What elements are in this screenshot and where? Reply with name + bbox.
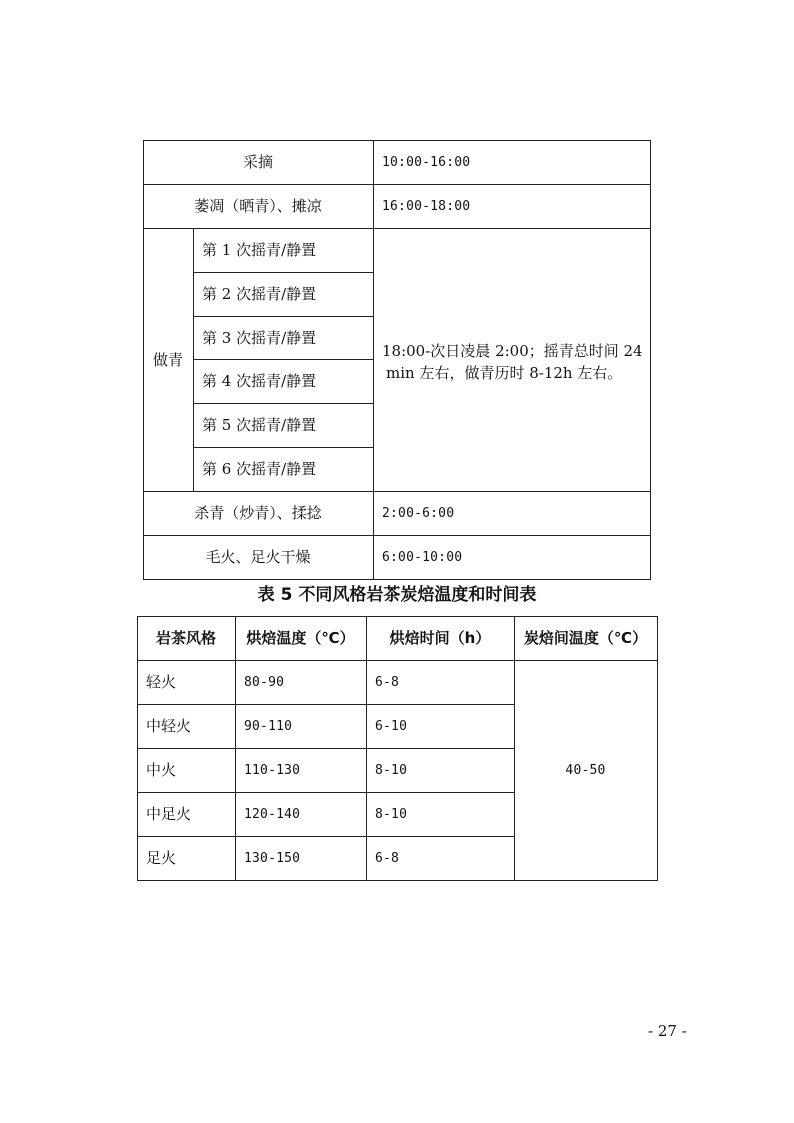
table-border-line	[193, 228, 194, 492]
style-cell: 中轻火	[146, 717, 192, 735]
table-border-line	[137, 880, 658, 881]
time-cell: 10:00-16:00	[382, 155, 471, 170]
column-header: 炭焙间温度（℃）	[523, 629, 648, 647]
hours-cell: 8-10	[375, 807, 408, 822]
column-header: 岩茶风格	[155, 629, 216, 647]
table-border-line	[193, 403, 373, 404]
substep-cell: 第 3 次摇青/静置	[202, 329, 317, 347]
step-cell: 采摘	[242, 153, 273, 171]
table-border-line	[143, 491, 651, 492]
substep-cell: 第 2 次摇青/静置	[202, 285, 317, 303]
step-cell: 杀青（炒青）、揉捻	[194, 504, 322, 522]
column-header: 烘焙时间（h）	[389, 629, 491, 647]
temp-cell: 120-140	[244, 807, 301, 822]
table-border-line	[143, 140, 651, 141]
table-border-line	[137, 616, 658, 617]
zuoqing-time-line2: min 左右，做青历时 8-12h 左右。	[386, 364, 623, 382]
time-cell: 2:00-6:00	[382, 506, 455, 521]
step-cell: 萎凋（晒青）、摊凉	[194, 197, 322, 215]
substep-cell: 第 6 次摇青/静置	[202, 460, 317, 478]
hours-cell: 8-10	[375, 763, 408, 778]
time-cell: 6:00-10:00	[382, 550, 463, 565]
hours-cell: 6-8	[375, 851, 400, 866]
table-border-line	[366, 616, 367, 881]
table-border-line	[143, 184, 651, 185]
table-border-line	[137, 748, 515, 749]
temp-cell: 130-150	[244, 851, 301, 866]
style-cell: 轻火	[146, 673, 177, 691]
hours-cell: 6-10	[375, 719, 408, 734]
table-border-line	[137, 836, 515, 837]
table-border-line	[650, 140, 651, 580]
table-border-line	[514, 616, 515, 881]
style-cell: 中足火	[146, 805, 192, 823]
table-border-line	[137, 616, 138, 881]
table-border-line	[193, 447, 373, 448]
page-number: - 27 -	[648, 1022, 687, 1040]
table-border-line	[193, 272, 373, 273]
hours-cell: 6-8	[375, 675, 400, 690]
table-border-line	[137, 660, 658, 661]
time-cell: 16:00-18:00	[382, 199, 471, 214]
column-header: 烘焙温度（℃）	[246, 629, 355, 647]
zuoqing-time-line1: 18:00-次日凌晨 2:00；摇青总时间 24	[382, 342, 643, 360]
table-border-line	[137, 704, 515, 705]
table-border-line	[193, 359, 373, 360]
substep-cell: 第 1 次摇青/静置	[202, 241, 317, 259]
table-border-line	[137, 792, 515, 793]
table-border-line	[143, 228, 651, 229]
style-cell: 足火	[146, 849, 177, 867]
substep-cell: 第 5 次摇青/静置	[202, 416, 317, 434]
step-cell: 毛火、足火干燥	[205, 548, 311, 566]
temp-cell: 80-90	[244, 675, 285, 690]
room-temp-cell: 40-50	[565, 763, 606, 778]
table-border-line	[373, 140, 374, 580]
table-border-line	[657, 616, 658, 881]
table-caption: 表 5 不同风格岩茶炭焙温度和时间表	[257, 585, 537, 605]
table-border-line	[143, 535, 651, 536]
zuoqing-label: 做青	[153, 351, 184, 369]
substep-cell: 第 4 次摇青/静置	[202, 372, 317, 390]
temp-cell: 110-130	[244, 763, 301, 778]
temp-cell: 90-110	[244, 719, 293, 734]
table-border-line	[193, 316, 373, 317]
table-border-line	[235, 616, 236, 881]
style-cell: 中火	[146, 761, 177, 779]
